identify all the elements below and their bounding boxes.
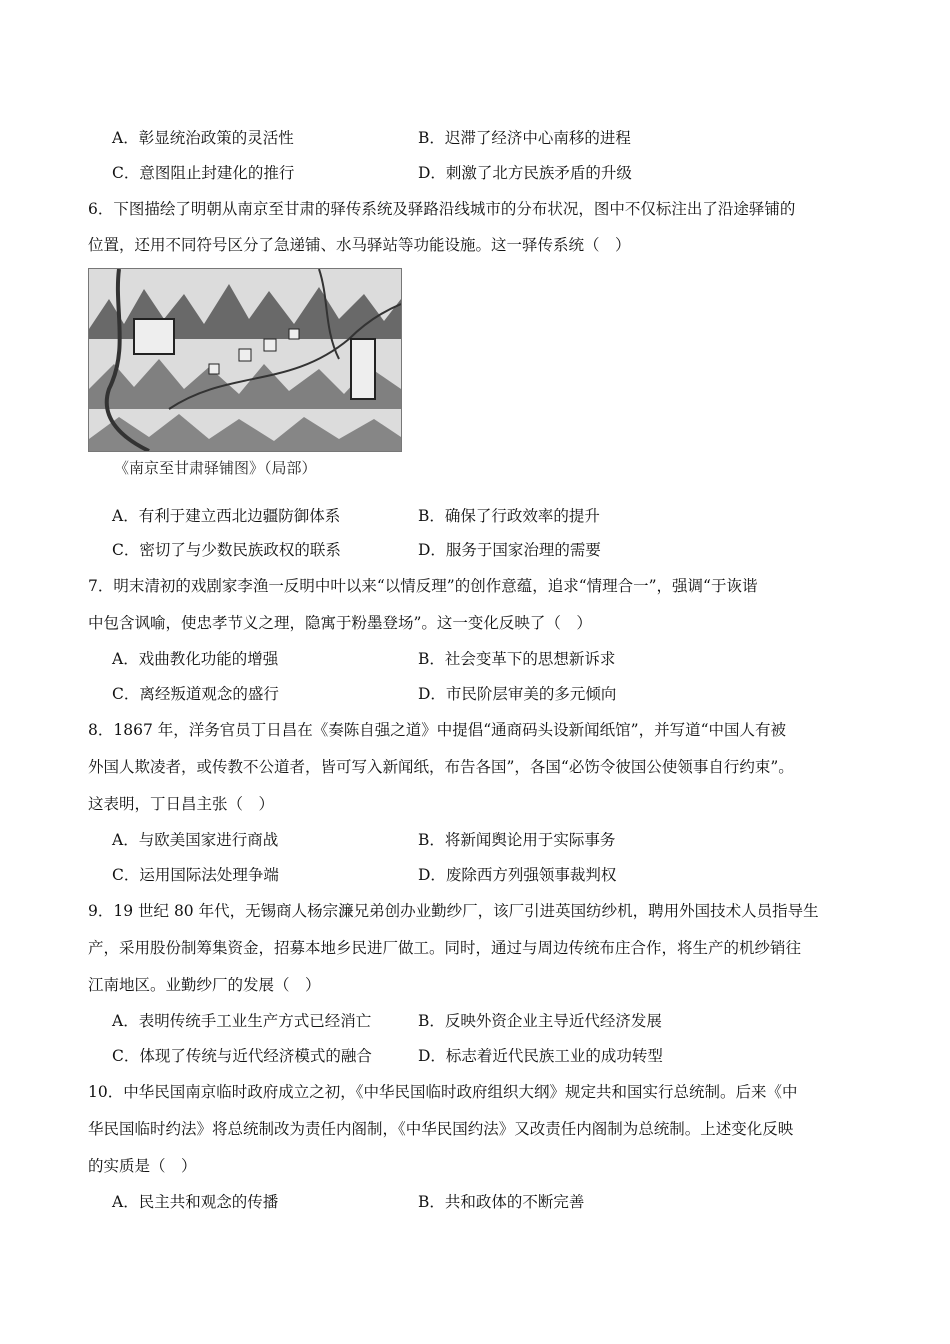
q10-option-a: A．民主共和观念的传播 (112, 1193, 279, 1211)
q6-option-d: D．服务于国家治理的需要 (418, 541, 601, 559)
q9-stem-line-2: 产，采用股份制筹集资金，招募本地乡民进厂做工。同时，通过与周边传统布庄合作，将生产的机纱销往 (88, 939, 802, 957)
q10-stem-line-1: 10．中华民国南京临时政府成立之初，《中华民国临时政府组织大纲》规定共和国实行总统制。后来《中 (88, 1083, 798, 1101)
q6-stem-line-2: 位置，还用不同符号区分了急递铺、水马驿站等功能设施。这一驿传系统（ ） (88, 236, 631, 254)
q7-option-b: B．社会变革下的思想新诉求 (418, 650, 616, 668)
relay-map-illustration (89, 269, 401, 451)
q7-option-d: D．市民阶层审美的多元倾向 (418, 685, 617, 703)
q6-option-a: A．有利于建立西北边疆防御体系 (112, 507, 341, 525)
q9-stem-line-1: 9．19 世纪 80 年代，无锡商人杨宗濂兄弟创办业勤纱厂，该厂引进英国纺纱机，聘用外国技术人员指导生 (88, 902, 819, 920)
q5-option-c: C．意图阻止封建化的推行 (112, 164, 295, 182)
q9-option-c: C．体现了传统与近代经济模式的融合 (112, 1047, 372, 1065)
q7-stem-line-1: 7．明末清初的戏剧家李渔一反明中叶以来“以情反理”的创作意蕴，追求“情理合一”，强调“于诙谐 (88, 577, 758, 595)
q9-stem-line-3: 江南地区。业勤纱厂的发展（ ） (88, 976, 321, 994)
q9-option-d: D．标志着近代民族工业的成功转型 (418, 1047, 663, 1065)
q6-option-b: B．确保了行政效率的提升 (418, 507, 600, 525)
q8-stem-line-2: 外国人欺凌者，或传教不公道者，皆可写入新闻纸，布告各国”，各国“必饬令彼国公使领事自行约束”。 (88, 758, 794, 776)
q9-option-b: B．反映外资企业主导近代经济发展 (418, 1012, 662, 1030)
q7-stem-line-2: 中包含讽喻，使忠孝节义之理，隐寓于粉墨登场”。这一变化反映了（ ） (88, 614, 592, 632)
q8-option-c: C．运用国际法处理争端 (112, 866, 279, 884)
q5-option-d: D．刺激了北方民族矛盾的升级 (418, 164, 632, 182)
q8-option-d: D．废除西方列强领事裁判权 (418, 866, 617, 884)
q8-stem-line-1: 8．1867 年，洋务官员丁日昌在《奏陈自强之道》中提倡“通商码头设新闻纸馆”，并写道“中国人有被 (88, 721, 787, 739)
q6-stem-line-1: 6．下图描绘了明朝从南京至甘肃的驿传系统及驿路沿线城市的分布状况，图中不仅标注出了沿途驿铺的 (88, 200, 796, 218)
q9-option-a: A．表明传统手工业生产方式已经消亡 (112, 1012, 372, 1030)
q5-option-a: A．彰显统治政策的灵活性 (112, 129, 294, 147)
q6-option-c: C．密切了与少数民族政权的联系 (112, 541, 341, 559)
q7-option-a: A．戏曲教化功能的增强 (112, 650, 279, 668)
q10-stem-line-2: 华民国临时约法》将总统制改为责任内阁制，《中华民国约法》又改责任内阁制为总统制。上述变化反映 (88, 1120, 794, 1138)
q8-option-a: A．与欧美国家进行商战 (112, 831, 279, 849)
q10-option-b: B．共和政体的不断完善 (418, 1193, 585, 1211)
figure-caption: 《南京至甘肃驿铺图》（局部） (114, 459, 317, 477)
q5-option-b: B．迟滞了经济中心南移的进程 (418, 129, 631, 147)
q10-stem-line-3: 的实质是（ ） (88, 1157, 197, 1175)
q7-option-c: C．离经叛道观念的盛行 (112, 685, 279, 703)
q8-stem-line-3: 这表明，丁日昌主张（ ） (88, 795, 275, 813)
relay-map-figure (88, 268, 402, 452)
q8-option-b: B．将新闻舆论用于实际事务 (418, 831, 616, 849)
